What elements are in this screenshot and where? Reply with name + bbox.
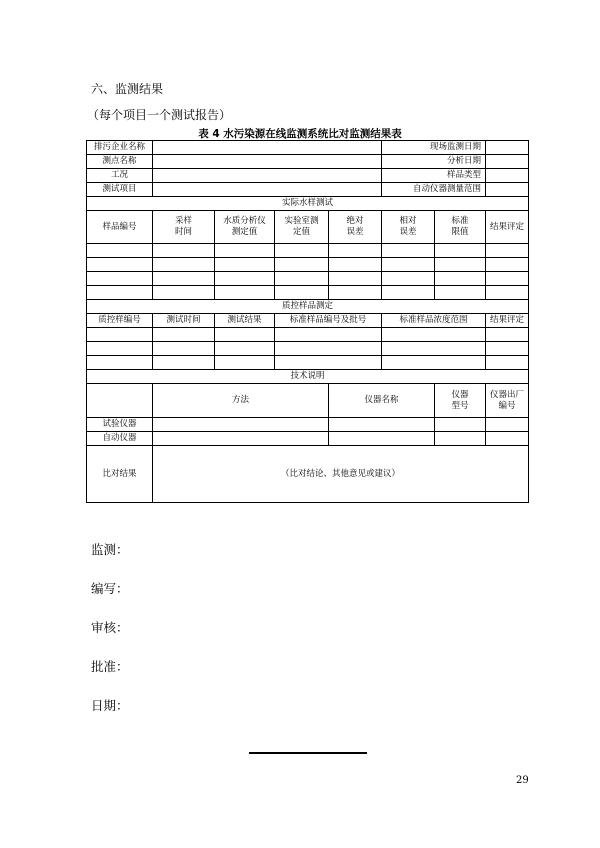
comparison-result-table — [86, 140, 529, 503]
data-cell[interactable] — [329, 258, 382, 272]
data-cell[interactable] — [435, 418, 486, 432]
signature-approver: 批准： — [91, 659, 129, 674]
tech-header-cell: 仪器出厂 编号 — [486, 384, 529, 418]
actual-header-cell: 采样 时间 — [153, 211, 215, 244]
data-cell[interactable] — [153, 286, 215, 300]
data-cell[interactable] — [382, 258, 435, 272]
tech-header-cell: 方法 — [153, 384, 329, 418]
info-label: 测试项目 — [87, 183, 153, 197]
tech-row — [87, 432, 529, 446]
actual-header-cell: 结果评定 — [486, 211, 529, 244]
info-value-cell[interactable] — [486, 169, 529, 183]
data-cell[interactable] — [329, 418, 435, 432]
data-cell[interactable] — [215, 258, 275, 272]
actual-data-row — [87, 286, 529, 300]
signature-writer: 编写： — [91, 581, 129, 596]
data-cell[interactable] — [486, 432, 529, 446]
data-cell[interactable] — [435, 272, 486, 286]
data-cell[interactable] — [486, 342, 529, 356]
qc-data-row — [87, 342, 529, 356]
data-cell[interactable] — [486, 328, 529, 342]
data-cell[interactable] — [382, 244, 435, 258]
data-cell[interactable] — [215, 328, 275, 342]
tech-header-row — [87, 384, 529, 418]
info-label: 工况 — [87, 169, 153, 183]
data-cell[interactable] — [153, 342, 215, 356]
qc-header-cell: 标准样品编号及批号 — [275, 314, 382, 328]
actual-data-row — [87, 258, 529, 272]
page-number: 29 — [516, 775, 529, 786]
data-cell[interactable] — [382, 286, 435, 300]
data-cell[interactable] — [486, 286, 529, 300]
data-cell[interactable] — [215, 342, 275, 356]
data-cell[interactable] — [329, 244, 382, 258]
qc-header-cell: 结果评定 — [486, 314, 529, 328]
tech-row-label: 自动仪器 — [87, 432, 153, 446]
actual-data-row — [87, 272, 529, 286]
data-cell[interactable] — [275, 286, 329, 300]
data-cell[interactable] — [486, 258, 529, 272]
data-cell[interactable] — [382, 356, 486, 370]
data-cell[interactable] — [153, 258, 215, 272]
actual-header-cell: 相对 误差 — [382, 211, 435, 244]
data-cell[interactable] — [275, 244, 329, 258]
table-caption: 表 4 水污染源在线监测系统比对监测结果表 — [198, 128, 402, 140]
info-label: 自动仪器测量范围 — [382, 183, 486, 197]
section-title: 六、监测结果 — [91, 82, 164, 96]
qc-header-cell: 质控样编号 — [87, 314, 153, 328]
data-cell[interactable] — [382, 342, 486, 356]
data-cell[interactable] — [87, 244, 153, 258]
signature-reviewer: 审核： — [91, 620, 129, 635]
info-row — [87, 169, 529, 183]
tech-section-row — [87, 370, 529, 384]
info-label: 排污企业名称 — [87, 141, 153, 155]
info-value-cell[interactable] — [486, 141, 529, 155]
data-cell[interactable] — [486, 272, 529, 286]
actual-sample-section-row — [87, 197, 529, 211]
data-cell[interactable] — [486, 244, 529, 258]
data-cell[interactable] — [87, 328, 153, 342]
info-value-cell[interactable] — [153, 169, 382, 183]
info-label: 测点名称 — [87, 155, 153, 169]
data-cell[interactable] — [275, 258, 329, 272]
qc-section-row — [87, 300, 529, 314]
info-value-cell[interactable] — [153, 183, 382, 197]
actual-header-cell: 样品编号 — [87, 211, 153, 244]
data-cell[interactable] — [153, 272, 215, 286]
data-cell[interactable] — [275, 356, 382, 370]
data-cell[interactable] — [275, 342, 382, 356]
footer-rule — [249, 752, 367, 754]
data-cell[interactable] — [153, 418, 329, 432]
info-row — [87, 141, 529, 155]
info-label: 分析日期 — [382, 155, 486, 169]
data-cell[interactable] — [87, 356, 153, 370]
data-cell[interactable] — [275, 272, 329, 286]
tech-header-cell: 仪器名称 — [329, 384, 435, 418]
data-cell[interactable] — [87, 272, 153, 286]
data-cell[interactable] — [87, 258, 153, 272]
compare-row — [87, 446, 529, 503]
actual-header-cell: 标准 限值 — [435, 211, 486, 244]
data-cell[interactable] — [486, 418, 529, 432]
actual-header-row — [87, 211, 529, 244]
info-row — [87, 183, 529, 197]
data-cell[interactable] — [153, 244, 215, 258]
tech-header-blank — [87, 384, 153, 418]
data-cell[interactable] — [329, 432, 435, 446]
data-cell[interactable] — [382, 328, 486, 342]
tech-row-label: 试验仪器 — [87, 418, 153, 432]
tech-row — [87, 418, 529, 432]
data-cell[interactable] — [153, 432, 329, 446]
qc-header-cell: 测试时间 — [153, 314, 215, 328]
actual-header-cell: 实验室测 定值 — [275, 211, 329, 244]
data-cell[interactable] — [153, 356, 215, 370]
qc-header-row — [87, 314, 529, 328]
qc-data-row — [87, 328, 529, 342]
section-header: 技术说明 — [87, 370, 529, 384]
data-cell[interactable] — [435, 258, 486, 272]
signature-date: 日期： — [91, 698, 129, 713]
compare-label: 比对结果 — [87, 446, 153, 503]
data-cell[interactable] — [153, 328, 215, 342]
qc-header-cell: 测试结果 — [215, 314, 275, 328]
info-value-cell[interactable] — [486, 183, 529, 197]
data-cell[interactable] — [87, 286, 153, 300]
data-cell[interactable] — [215, 272, 275, 286]
data-cell[interactable] — [329, 272, 382, 286]
data-cell[interactable] — [486, 356, 529, 370]
data-cell[interactable] — [215, 356, 275, 370]
data-cell[interactable] — [435, 432, 486, 446]
section-header: 质控样品测定 — [87, 300, 529, 314]
info-value-cell[interactable] — [486, 155, 529, 169]
report-note: （每个项目一个测试报告） — [87, 108, 232, 122]
info-row — [87, 155, 529, 169]
tech-header-cell: 仪器 型号 — [435, 384, 486, 418]
section-header: 实际水样测试 — [87, 197, 529, 211]
info-value-cell[interactable] — [153, 155, 382, 169]
info-label: 现场监测日期 — [382, 141, 486, 155]
data-cell[interactable] — [215, 286, 275, 300]
actual-data-row — [87, 244, 529, 258]
info-label: 样品类型 — [382, 169, 486, 183]
actual-header-cell: 绝对 误差 — [329, 211, 382, 244]
data-cell[interactable] — [435, 244, 486, 258]
actual-header-cell: 水质分析仪 测定值 — [215, 211, 275, 244]
data-cell[interactable] — [87, 342, 153, 356]
data-cell[interactable] — [275, 328, 382, 342]
info-value-cell[interactable] — [153, 141, 382, 155]
qc-data-row — [87, 356, 529, 370]
signature-monitor: 监测： — [91, 542, 129, 557]
data-cell[interactable] — [435, 286, 486, 300]
qc-header-cell: 标准样品浓度范围 — [382, 314, 486, 328]
data-cell[interactable] — [329, 286, 382, 300]
compare-note[interactable]: （比对结论、其他意见或建议） — [153, 446, 529, 503]
data-cell[interactable] — [215, 244, 275, 258]
data-cell[interactable] — [382, 272, 435, 286]
